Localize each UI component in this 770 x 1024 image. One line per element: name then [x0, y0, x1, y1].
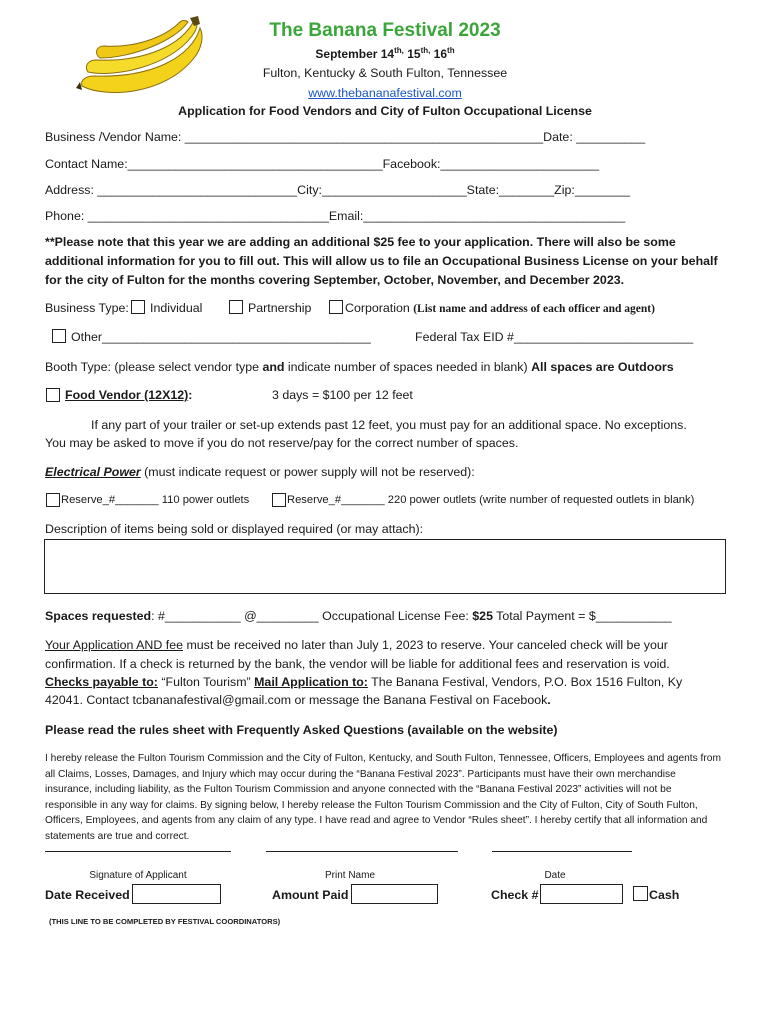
contact-facebook-line[interactable]: Contact Name:_____________________________________Facebook:_______________________: [45, 157, 599, 171]
other-checkbox[interactable]: [52, 329, 66, 343]
electrical-heading: [45, 465, 475, 479]
reserve-110-line[interactable]: Reserve_#_______ 110 power outlets: [61, 494, 250, 506]
outdoors-note: All spaces are Outdoors: [531, 360, 674, 374]
deadline-line-2: confirmation. If a check is returned by the bank, the vendor will be liable for additional fees and reservation is void.: [45, 657, 670, 671]
signature-label: Signature of Applicant: [89, 870, 187, 881]
amount-paid-field[interactable]: [351, 884, 438, 904]
checks-payable-value: “Fulton Tourism”: [157, 675, 255, 689]
deadline-line-3: [45, 675, 682, 689]
website-link-row: [200, 86, 570, 100]
business-type-label: Business Type:: [45, 301, 129, 315]
food-vendor-text: Food Vendor (12X12): [65, 388, 189, 402]
cash-label: Cash: [649, 888, 680, 902]
signature-line[interactable]: [45, 851, 231, 852]
individual-checkbox[interactable]: [131, 300, 145, 314]
reserve-220-checkbox[interactable]: [272, 493, 286, 507]
release-text: I hereby release the Fulton Tourism Commission and the City of Fulton, Kentucky, and South Fulton, Tennessee, Officers, Employees and agents from all Claims, Losses, Damages, and Injury which may occur during the “Banana Festival 2023”. Participants must have their own merchandise insurance, including liability, as the Fulton Tourism Commission and anyone connected with the “Banana Festival 2023” activities will not be responsible in any way for claims. By signing below, I hereby release the Fulton Tourism Commission and the City of Fulton, City of South Fulton, Officers, Employees, and agents from any claim of any type. I have read and agree to Vendor “Rules sheet”. I hereby certify that all information and statements are true and correct.: [45, 753, 721, 842]
check-number-field[interactable]: [540, 884, 623, 904]
corporation-checkbox[interactable]: [329, 300, 343, 314]
tax-id-line[interactable]: Federal Tax EID #__________________________: [415, 330, 694, 344]
spaces-rest: : #___________ @_________ Occupational License Fee:: [151, 609, 473, 623]
payment-line[interactable]: [45, 609, 672, 623]
booth-mid: indicate number of spaces needed in blank): [284, 360, 532, 374]
corporation-note: (List name and address of each officer and agent): [413, 303, 655, 315]
trailer-note-2: You may be asked to move if you do not reserve/pay for the correct number of spaces.: [45, 436, 519, 450]
corporation-label: [345, 301, 655, 315]
date-suffix-1: th,: [394, 46, 404, 55]
description-box[interactable]: [44, 539, 726, 594]
food-vendor-checkbox[interactable]: [46, 388, 60, 402]
date-label: Date: [544, 870, 566, 881]
amount-paid-label: Amount Paid: [272, 888, 349, 902]
trailer-note-1: If any part of your trailer or set-up extends past 12 feet, you must pay for an additional space. No exceptions.: [91, 418, 687, 432]
booth-prefix: Booth Type: (please select vendor type: [45, 360, 263, 374]
food-vendor-price: 3 days = $100 per 12 feet: [272, 388, 413, 402]
reserve-110-checkbox[interactable]: [46, 493, 60, 507]
phone-email-line[interactable]: Phone: ___________________________________Email:______________________________________: [45, 209, 626, 223]
electrical-label: Electrical Power: [45, 465, 141, 479]
date-line[interactable]: [492, 851, 632, 852]
deadline-line-1: [45, 638, 668, 652]
booth-type-instructions: [45, 360, 674, 374]
other-line[interactable]: Other_______________________________________: [71, 330, 371, 344]
total-payment: Total Payment = $___________: [492, 609, 672, 623]
fee-notice: **Please note that this year we are adding an additional $25 fee to your application. There will also be some additional information for you to fill out. This will allow us to file an Occupational Business License on your behalf for the city of Fulton for the months covering September, October, November, and December 2023.: [45, 235, 718, 287]
food-vendor-colon: :: [188, 388, 193, 402]
deadline-line-4: [45, 693, 551, 707]
print-name-line[interactable]: [266, 851, 458, 852]
partnership-label: Partnership: [248, 301, 312, 315]
date-suffix-3: th: [447, 46, 455, 55]
rules-heading: Please read the rules sheet with Frequently Asked Questions (available on the website): [45, 723, 558, 737]
print-name-label: Print Name: [324, 870, 375, 881]
license-fee: $25: [472, 609, 493, 623]
corporation-text: Corporation: [345, 301, 410, 315]
address-line[interactable]: Address: _____________________________City:_____________________State:________Zip:________: [45, 183, 630, 197]
partnership-checkbox[interactable]: [229, 300, 243, 314]
date-text-1: September 14: [315, 47, 395, 61]
date-text-2: 15: [403, 47, 421, 61]
website-link[interactable]: www.thebananafestival.com: [308, 86, 462, 100]
date-received-label: Date Received: [45, 888, 130, 902]
spaces-label: Spaces requested: [45, 609, 152, 623]
date-suffix-2: th,: [420, 46, 431, 55]
date-received-field[interactable]: [132, 884, 221, 904]
food-vendor-label: [65, 388, 192, 402]
business-name-date-line[interactable]: Business /Vendor Name: ____________________________________________________Date: __________: [45, 130, 646, 144]
description-label: Description of items being sold or displayed required (or may attach):: [45, 522, 424, 536]
deadline-text: must be received no later than July 1, 2023 to reserve. Your canceled check will be your: [183, 638, 668, 652]
cash-checkbox[interactable]: [633, 886, 648, 901]
contact-text: 42041. Contact tcbananafestival@gmail.com or message the Banana Festival on Facebook: [45, 693, 548, 707]
check-number-label: Check #: [491, 888, 539, 902]
coordinator-note: (THIS LINE TO BE COMPLETED BY FESTIVAL COORDINATORS): [49, 917, 281, 926]
reserve-220-line[interactable]: Reserve_#_______ 220 power outlets (write number of requested outlets in blank): [287, 494, 695, 506]
festival-dates: [200, 46, 570, 61]
individual-label: Individual: [150, 301, 203, 315]
mail-application-value: The Banana Festival, Vendors, P.O. Box 1516 Fulton, Ky: [367, 675, 683, 689]
checks-payable-label: Checks payable to:: [45, 675, 158, 689]
booth-and: and: [262, 360, 285, 374]
festival-location: Fulton, Kentucky & South Fulton, Tennessee: [262, 66, 508, 80]
application-fee-text: Your Application AND fee: [45, 638, 183, 652]
page-title: The Banana Festival 2023: [269, 20, 501, 41]
banana-logo: [74, 16, 214, 100]
contact-period: .: [547, 693, 551, 707]
mail-application-label: Mail Application to:: [254, 675, 368, 689]
date-text-3: 16: [430, 47, 448, 61]
electrical-note: (must indicate request or power supply will not be reserved):: [140, 465, 475, 479]
application-subtitle: Application for Food Vendors and City of Fulton Occupational License: [178, 104, 592, 118]
